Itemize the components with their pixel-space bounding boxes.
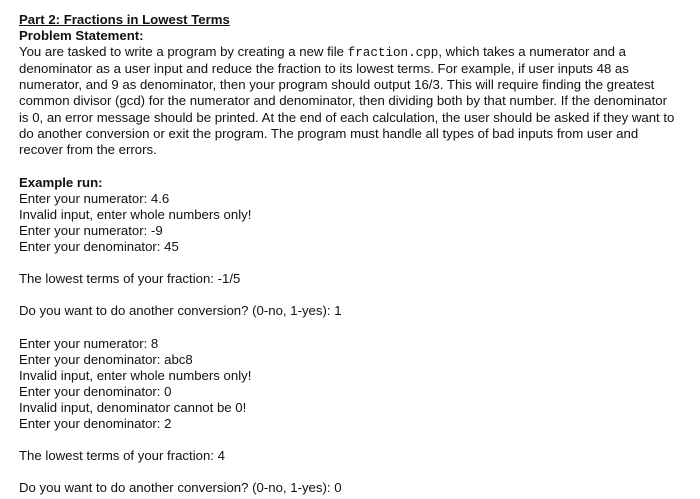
example-line: Invalid input, denominator cannot be 0! (19, 399, 247, 415)
blank-line (19, 287, 679, 303)
example-run-output (19, 191, 679, 496)
example-line: Enter your denominator: 2 (19, 415, 172, 431)
blank-line (19, 432, 679, 448)
blank-line (19, 320, 679, 336)
example-line: The lowest terms of your fraction: 4 (19, 448, 225, 464)
example-line: Enter your numerator: 8 (19, 335, 159, 351)
example-line: Invalid input, enter whole numbers only! (19, 367, 252, 383)
example-run-label: Example run: (19, 174, 103, 190)
problem-statement-text (19, 44, 679, 158)
example-line: Enter your numerator: -9 (19, 223, 163, 239)
document-page (19, 12, 679, 496)
problem-statement-label: Problem Statement: (19, 28, 144, 44)
example-line: Do you want to do another conversion? (0-no, 1-yes): 1 (19, 303, 342, 319)
section-heading: Part 2: Fractions in Lowest Terms (19, 12, 230, 27)
problem-text-post: , which takes a numerator and a denominator as a user input and reduce the fraction to its lowest terms. For example, if user inputs 48 as numerator, and 9 as denominator, then your program should output 16/3. This will require finding the greatest common divisor (gcd) for the numerator and denominator, then dividing both by that number. If the denominator is 0, an error message should be printed. At the end of each calculation, the user should be asked if they want to do another conversion or exit the program. The program must handle all types of bad inputs from user and recover from the errors. (19, 44, 675, 157)
example-line: Enter your denominator: abc8 (19, 351, 193, 367)
blank-line (19, 255, 679, 271)
example-line: Do you want to do another conversion? (0-no, 1-yes): 0 (19, 480, 342, 496)
example-line: The lowest terms of your fraction: -1/5 (19, 271, 241, 287)
example-line: Invalid input, enter whole numbers only! (19, 207, 252, 223)
problem-text-pre: You are tasked to write a program by creating a new file (19, 44, 348, 60)
example-line: Enter your numerator: 4.6 (19, 190, 170, 206)
filename-code: fraction.cpp (347, 46, 439, 61)
example-line: Enter your denominator: 0 (19, 383, 172, 399)
blank-line (19, 464, 679, 480)
example-line: Enter your denominator: 45 (19, 239, 179, 255)
